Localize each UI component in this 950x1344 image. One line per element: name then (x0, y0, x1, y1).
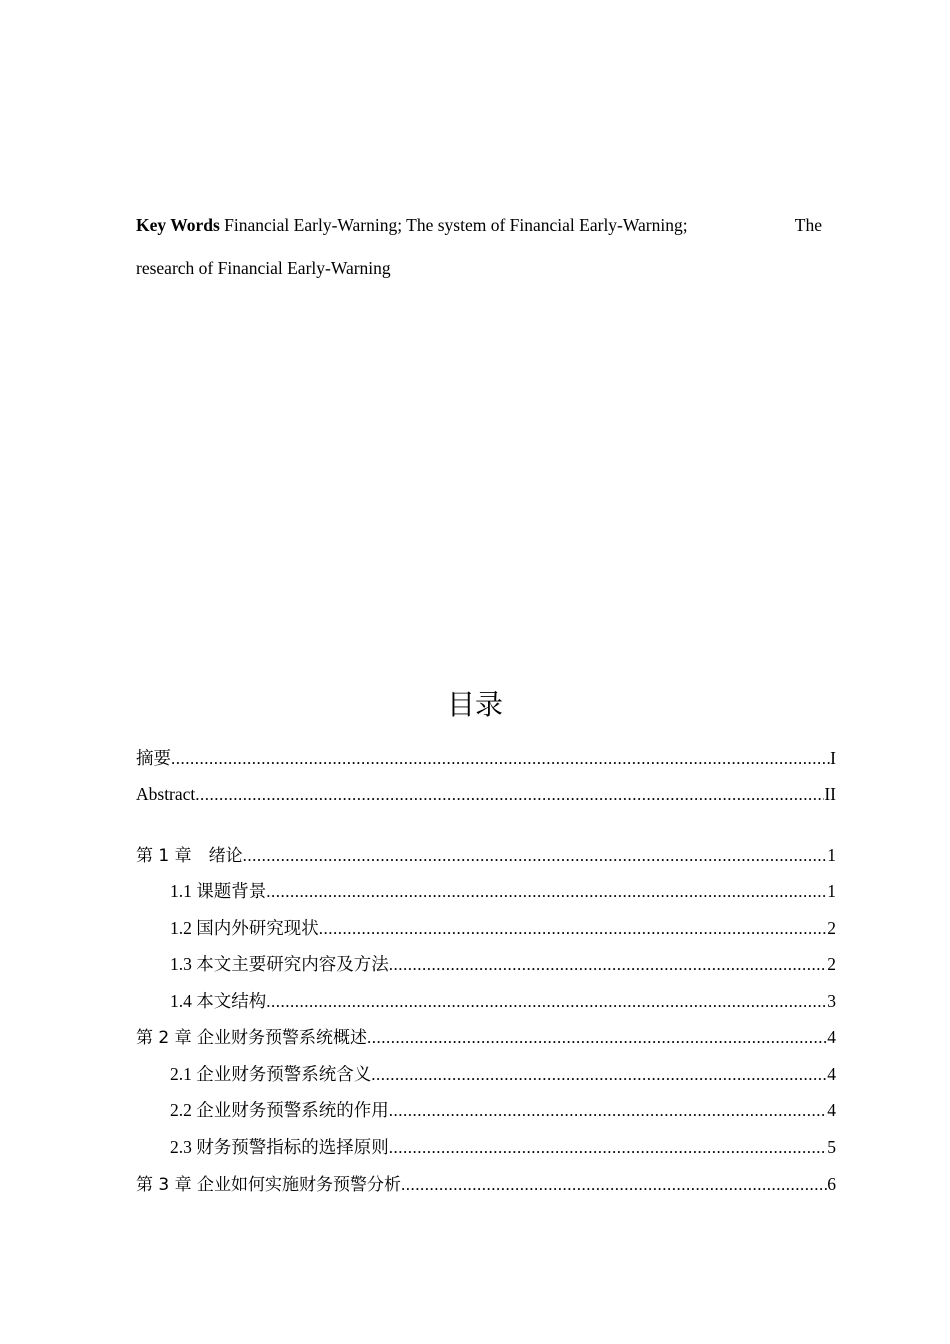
toc-entry-section-1-3[interactable] (170, 951, 836, 977)
toc-leader-dots (389, 1135, 828, 1161)
toc-leader-dots (401, 1172, 827, 1198)
toc-entry-abstract-cn[interactable] (136, 745, 836, 771)
toc-leader-dots (243, 843, 828, 869)
toc-entry-abstract-en[interactable] (136, 781, 836, 807)
toc-entry-chapter-2[interactable] (136, 1024, 836, 1050)
toc-entry-page: 3 (827, 991, 836, 1011)
toc-entry-text: 第 1 章 绪论 (136, 846, 243, 866)
toc-entry-page: 4 (827, 1064, 836, 1084)
toc-leader-dots (389, 1098, 828, 1124)
toc-entry-text: 1.1 课题背景 (170, 881, 267, 901)
toc-entry-page: 1 (827, 881, 836, 901)
toc-entry-page: 4 (827, 1027, 836, 1047)
toc-leader-dots (195, 782, 824, 808)
keywords-line-2: research of Financial Early-Warning (136, 258, 391, 278)
toc-entry-text: 1.2 国内外研究现状 (170, 918, 319, 938)
toc-entry-text: Abstract (136, 784, 196, 804)
toc-entry-text: 2.1 企业财务预警系统含义 (170, 1064, 372, 1084)
toc-entry-section-1-4[interactable] (170, 988, 836, 1014)
toc-entry-section-2-3[interactable] (170, 1134, 836, 1160)
toc-entry-text: 摘要 (136, 748, 171, 768)
toc-entry-chapter-1[interactable] (136, 842, 836, 868)
toc-leader-dots (371, 1062, 827, 1088)
toc-title: 目录 (446, 688, 503, 721)
toc-entry-page: 6 (827, 1174, 836, 1194)
toc-entry-section-2-2[interactable] (170, 1097, 836, 1123)
keywords-line-1 (136, 204, 822, 247)
toc-entry-text: 第 2 章 企业财务预警系统概述 (136, 1028, 368, 1048)
toc-entry-page: II (824, 784, 836, 804)
toc-leader-dots (266, 879, 827, 905)
toc-entry-page: 1 (827, 845, 836, 865)
keywords-line-1-main (136, 204, 688, 247)
toc-entry-section-2-1[interactable] (170, 1061, 836, 1087)
keywords-text: Financial Early-Warning; The system of Financial Early-Warning; (219, 215, 688, 235)
toc-leader-dots (319, 916, 828, 942)
keywords-label: Key Words (136, 215, 220, 235)
toc-entry-page: 2 (827, 954, 836, 974)
toc-entry-text: 1.3 本文主要研究内容及方法 (170, 954, 389, 974)
keywords-paragraph (136, 204, 822, 290)
toc-entry-text: 2.2 企业财务预警系统的作用 (170, 1100, 389, 1120)
toc-leader-dots (266, 989, 827, 1015)
toc-entry-page: 2 (827, 918, 836, 938)
toc-entry-text: 第 3 章 企业如何实施财务预警分析 (136, 1175, 402, 1195)
toc-leader-dots (171, 746, 830, 772)
toc-entry-section-1-1[interactable] (170, 878, 836, 904)
toc-entry-section-1-2[interactable] (170, 915, 836, 941)
keywords-line-1-end: The (794, 215, 822, 235)
toc-leader-dots (367, 1025, 827, 1051)
toc-entry-text: 1.4 本文结构 (170, 991, 267, 1011)
toc-entry-chapter-3[interactable] (136, 1171, 836, 1197)
toc-entry-page: 5 (827, 1137, 836, 1157)
toc-leader-dots (389, 952, 828, 978)
toc-entry-page: 4 (827, 1100, 836, 1120)
toc-entry-text: 2.3 财务预警指标的选择原则 (170, 1137, 389, 1157)
toc-entry-page: I (830, 748, 836, 768)
